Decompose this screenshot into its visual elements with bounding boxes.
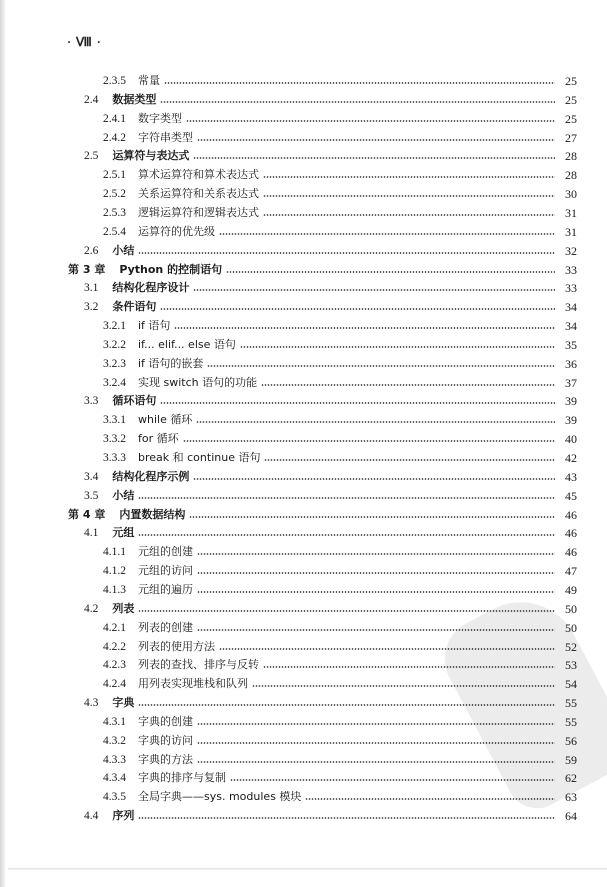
dot-leader bbox=[164, 82, 555, 84]
toc-entry-title: 循环语句 bbox=[112, 394, 157, 408]
toc-entry-page-number: 50 bbox=[565, 620, 577, 635]
toc-entry-page-number: 31 bbox=[565, 205, 577, 220]
toc-entry-number: 3.3 bbox=[84, 395, 99, 408]
toc-entry-title: 结构化程序设计 bbox=[112, 281, 190, 295]
toc-entry-page-number: 54 bbox=[565, 677, 577, 692]
toc-entry-title: 小结 bbox=[112, 488, 135, 502]
toc-entry-number: 4.2 bbox=[84, 602, 99, 615]
toc-entry-page-number: 31 bbox=[565, 224, 577, 239]
toc-entry-page-number: 55 bbox=[565, 696, 577, 711]
toc-entry-number: 4.3 bbox=[84, 697, 99, 710]
dot-leader bbox=[160, 308, 555, 310]
toc-entry-number: 2.6 bbox=[84, 244, 99, 257]
toc-entry-number: 4.3.1 bbox=[103, 715, 126, 728]
toc-entry-page-number: 45 bbox=[565, 488, 577, 503]
toc-entry-number: 4.3.2 bbox=[103, 734, 126, 747]
toc-entry-chapter[interactable] bbox=[0, 506, 607, 524]
toc-entry-sub[interactable] bbox=[0, 656, 607, 674]
toc-entry-sub[interactable] bbox=[0, 430, 607, 448]
dot-leader bbox=[219, 648, 555, 650]
dot-leader bbox=[197, 553, 555, 555]
toc-entry-page-number: 46 bbox=[565, 526, 577, 541]
toc-entry-title: 元组的访问 bbox=[138, 564, 193, 578]
toc-entry-page-number: 59 bbox=[565, 752, 577, 767]
dot-leader bbox=[263, 195, 555, 197]
toc-entry-sub[interactable] bbox=[0, 374, 607, 392]
toc-entry-page-number: 33 bbox=[565, 262, 577, 277]
toc-entry-title: if... elif... else 语句 bbox=[138, 337, 236, 351]
dot-leader bbox=[138, 534, 555, 536]
toc-entry-title: break 和 continue 语句 bbox=[138, 451, 261, 464]
toc-entry-sub[interactable] bbox=[0, 223, 607, 241]
toc-entry-number: 4.3.3 bbox=[103, 753, 126, 766]
toc-entry-title: 常量 bbox=[138, 74, 160, 87]
dot-leader bbox=[138, 704, 555, 706]
toc-entry-title: 内置数据结构 bbox=[119, 507, 186, 521]
toc-entry-title: if 语句 bbox=[138, 319, 171, 333]
toc-entry-page-number: 63 bbox=[565, 790, 577, 805]
page-number-header: · Ⅷ · bbox=[67, 35, 102, 49]
toc-entry-page-number: 35 bbox=[565, 337, 577, 352]
toc-entry-page-number: 33 bbox=[565, 281, 577, 296]
toc-entry-number: 4.1.3 bbox=[103, 583, 126, 596]
toc-entry-number: 4.2.3 bbox=[103, 659, 126, 672]
toc-entry-page-number: 34 bbox=[565, 319, 577, 334]
toc-entry-title: 列表的创建 bbox=[138, 620, 193, 634]
toc-entry-page-number: 56 bbox=[565, 733, 577, 748]
toc-entry-page-number: 40 bbox=[565, 432, 577, 447]
toc-entry-sub[interactable] bbox=[0, 675, 607, 693]
toc-entry-page-number: 55 bbox=[565, 714, 577, 729]
toc-entry-number: 4.3.5 bbox=[103, 791, 126, 804]
toc-entry-number: 4.1.1 bbox=[103, 546, 126, 559]
toc-entry-title: 条件语句 bbox=[112, 300, 157, 314]
dot-leader bbox=[197, 629, 555, 631]
toc-entry-title: 逻辑运算符和逻辑表达式 bbox=[138, 205, 259, 219]
toc-entry-number: 2.5.2 bbox=[103, 188, 126, 201]
dot-leader bbox=[183, 440, 555, 442]
toc-entry-number: 第 3 章 bbox=[68, 262, 106, 276]
toc-entry-page-number: 62 bbox=[565, 771, 577, 786]
toc-entry-number: 3.3.2 bbox=[103, 433, 126, 446]
toc-entry-page-number: 52 bbox=[565, 639, 577, 654]
toc-entry-number: 3.3.1 bbox=[103, 414, 126, 427]
toc-entry-page-number: 32 bbox=[565, 243, 577, 258]
toc-entry-number: 3.2 bbox=[84, 301, 99, 314]
toc-entry-title: Python 的控制语句 bbox=[119, 262, 223, 276]
dot-leader bbox=[197, 742, 555, 744]
dot-leader bbox=[193, 289, 555, 291]
toc-entry-page-number: 34 bbox=[565, 300, 577, 315]
toc-entry-page-number: 39 bbox=[565, 413, 577, 428]
toc-entry-title: 字典的访问 bbox=[138, 733, 193, 747]
dot-leader bbox=[261, 384, 555, 386]
dot-leader bbox=[263, 176, 555, 178]
toc-entry-title: 小结 bbox=[112, 243, 135, 257]
toc-entry-number: 3.3.3 bbox=[103, 452, 126, 464]
toc-entry-title: 全局字典——sys. modules 模块 bbox=[138, 790, 302, 804]
toc-entry-sub[interactable] bbox=[0, 72, 607, 90]
toc-entry-title: 列表 bbox=[112, 601, 135, 615]
toc-entry-sub[interactable] bbox=[0, 581, 607, 599]
toc-entry-sub[interactable] bbox=[0, 166, 607, 184]
toc-entry-title: 字典 bbox=[112, 696, 135, 710]
toc-entry-page-number: 47 bbox=[565, 564, 577, 579]
toc-entry-title: 字典的方法 bbox=[138, 752, 193, 766]
toc-entry-page-number: 30 bbox=[565, 187, 577, 202]
toc-entry-title: 实现 switch 语句的功能 bbox=[138, 375, 258, 389]
toc-entry-page-number: 53 bbox=[565, 658, 577, 673]
toc-entry-section[interactable] bbox=[0, 694, 607, 712]
toc-entry-page-number: 46 bbox=[565, 545, 577, 560]
toc-entry-number: 2.5 bbox=[84, 150, 99, 163]
toc-entry-title: 列表的使用方法 bbox=[138, 639, 215, 653]
dot-leader bbox=[196, 421, 555, 423]
toc-entry-page-number: 36 bbox=[565, 356, 577, 371]
toc-entry-page-number: 25 bbox=[565, 92, 577, 107]
dot-leader bbox=[197, 761, 555, 763]
page-bottom-rule bbox=[8, 868, 607, 870]
dot-leader bbox=[264, 459, 555, 461]
toc-entry-number: 4.2.2 bbox=[103, 640, 126, 653]
dot-leader bbox=[138, 497, 555, 499]
toc-entry-title: 字典的排序与复制 bbox=[138, 771, 226, 785]
toc-entry-sub[interactable] bbox=[0, 317, 607, 335]
dot-leader bbox=[230, 779, 555, 781]
toc-entry-number: 4.2.1 bbox=[103, 621, 126, 634]
toc-entry-page-number: 25 bbox=[565, 111, 577, 126]
toc-entry-title: 数据类型 bbox=[112, 92, 157, 106]
toc-entry-title: 元组的创建 bbox=[138, 545, 193, 559]
toc-entry-number: 4.2.4 bbox=[103, 678, 126, 691]
toc-entry-sub[interactable] bbox=[0, 411, 607, 429]
toc-entry-number: 2.5.3 bbox=[103, 206, 126, 219]
dot-leader bbox=[186, 120, 555, 122]
dot-leader bbox=[138, 252, 555, 254]
toc-entry-title: 结构化程序示例 bbox=[112, 469, 190, 483]
toc-entry-sub[interactable] bbox=[0, 543, 607, 561]
toc-entry-sub[interactable] bbox=[0, 732, 607, 750]
dot-leader bbox=[263, 666, 555, 668]
dot-leader bbox=[240, 346, 555, 348]
toc-entry-title: while 循环 bbox=[138, 413, 193, 427]
toc-entry-sub[interactable] bbox=[0, 129, 607, 147]
toc-entry-number: 3.5 bbox=[84, 489, 99, 502]
toc-entry-number: 3.2.1 bbox=[103, 320, 126, 333]
toc-entry-section[interactable] bbox=[0, 468, 607, 486]
toc-entry-page-number: 25 bbox=[565, 74, 577, 88]
toc-entry-page-number: 49 bbox=[565, 582, 577, 597]
dot-leader bbox=[252, 685, 555, 687]
toc-entry-number: 3.1 bbox=[84, 282, 99, 295]
dot-leader bbox=[197, 591, 555, 593]
toc-entry-sub[interactable] bbox=[0, 355, 607, 373]
toc-entry-number: 2.3.5 bbox=[103, 75, 126, 87]
dot-leader bbox=[197, 723, 555, 725]
dot-leader bbox=[219, 233, 555, 235]
dot-leader bbox=[160, 101, 555, 103]
toc-entry-sub[interactable] bbox=[0, 185, 607, 203]
toc-entry-title: 字符串类型 bbox=[138, 130, 193, 144]
toc-entry-number: 4.1.2 bbox=[103, 565, 126, 578]
toc-entry-sub[interactable] bbox=[0, 788, 607, 806]
dot-leader bbox=[197, 139, 555, 141]
toc-entry-sub[interactable] bbox=[0, 751, 607, 769]
toc-entry-title: 用列表实现堆栈和队列 bbox=[138, 677, 248, 691]
toc-entry-section[interactable] bbox=[0, 600, 607, 618]
toc-entry-section[interactable] bbox=[0, 487, 607, 505]
toc-entry-title: 运算符的优先级 bbox=[138, 224, 215, 238]
toc-entry-sub[interactable] bbox=[0, 449, 607, 467]
toc-entry-title: 元组 bbox=[112, 526, 135, 540]
toc-entry-section[interactable] bbox=[0, 147, 607, 165]
toc-entry-title: 元组的遍历 bbox=[138, 582, 193, 596]
toc-entry-title: 算术运算符和算术表达式 bbox=[138, 168, 259, 182]
toc-entry-page-number: 28 bbox=[565, 149, 577, 164]
toc-entry-page-number: 28 bbox=[565, 168, 577, 183]
toc-entry-sub[interactable] bbox=[0, 110, 607, 128]
toc-entry-number: 3.2.3 bbox=[103, 357, 126, 370]
toc-entry-number: 2.4.2 bbox=[103, 131, 126, 144]
toc-entry-title: 列表的查找、排序与反转 bbox=[138, 658, 259, 672]
toc-entry-number: 2.4 bbox=[84, 93, 99, 106]
toc-entry-title: 字典的创建 bbox=[138, 714, 193, 728]
toc-entry-number: 3.4 bbox=[84, 470, 99, 483]
toc-entry-sub[interactable] bbox=[0, 562, 607, 580]
dot-leader bbox=[160, 402, 555, 404]
toc-entry-number: 3.2.2 bbox=[103, 338, 126, 351]
dot-leader bbox=[305, 798, 555, 800]
toc-entry-section[interactable] bbox=[0, 524, 607, 542]
toc-entry-sub[interactable] bbox=[0, 713, 607, 731]
toc-entry-sub[interactable] bbox=[0, 619, 607, 637]
dot-leader bbox=[189, 516, 555, 518]
toc-entry-number: 4.3.4 bbox=[103, 772, 126, 785]
dot-leader bbox=[207, 365, 555, 367]
dot-leader bbox=[197, 572, 555, 574]
toc-entry-chapter[interactable] bbox=[0, 261, 607, 279]
toc-entry-page-number: 39 bbox=[565, 394, 577, 409]
toc-entry-page-number: 43 bbox=[565, 469, 577, 484]
toc-entry-page-number: 64 bbox=[565, 809, 577, 824]
dot-leader bbox=[138, 817, 555, 819]
dot-leader bbox=[174, 327, 555, 329]
toc-entry-page-number: 50 bbox=[565, 601, 577, 616]
toc-entry-title: 序列 bbox=[112, 809, 135, 823]
toc-entry-title: 运算符与表达式 bbox=[112, 149, 190, 163]
toc-entry-page-number: 42 bbox=[565, 451, 577, 465]
toc-entry-title: 数字类型 bbox=[138, 111, 182, 125]
toc-entry-number: 4.1 bbox=[84, 527, 99, 540]
toc-entry-section[interactable] bbox=[0, 91, 607, 109]
toc-entry-number: 2.4.1 bbox=[103, 112, 126, 125]
toc-entry-page-number: 37 bbox=[565, 375, 577, 390]
toc-entry-number: 2.5.1 bbox=[103, 169, 126, 182]
toc-entry-title: if 语句的嵌套 bbox=[138, 356, 204, 370]
dot-leader bbox=[193, 157, 555, 159]
toc-entry-sub[interactable] bbox=[0, 638, 607, 656]
toc-entry-section[interactable] bbox=[0, 298, 607, 316]
toc-entry-section[interactable] bbox=[0, 242, 607, 260]
toc-entry-title: 关系运算符和关系表达式 bbox=[138, 187, 259, 201]
toc-entry-page-number: 46 bbox=[565, 507, 577, 522]
toc-entry-sub[interactable] bbox=[0, 204, 607, 222]
toc-entry-page-number: 27 bbox=[565, 130, 577, 145]
dot-leader bbox=[263, 214, 555, 216]
toc-entry-sub[interactable] bbox=[0, 336, 607, 354]
toc-entry-number: 3.2.4 bbox=[103, 376, 126, 389]
dot-leader bbox=[138, 610, 555, 612]
toc-entry-sub[interactable] bbox=[0, 769, 607, 787]
toc-entry-section[interactable] bbox=[0, 392, 607, 410]
toc-entry-title: for 循环 bbox=[138, 432, 179, 446]
toc-entry-section[interactable] bbox=[0, 279, 607, 297]
toc-entry-number: 2.5.4 bbox=[103, 225, 126, 238]
toc-entry-number: 4.4 bbox=[84, 810, 99, 823]
dot-leader bbox=[193, 478, 555, 480]
dot-leader bbox=[226, 271, 555, 273]
toc-entry-number: 第 4 章 bbox=[68, 507, 106, 521]
toc-entry-section[interactable] bbox=[0, 807, 607, 825]
